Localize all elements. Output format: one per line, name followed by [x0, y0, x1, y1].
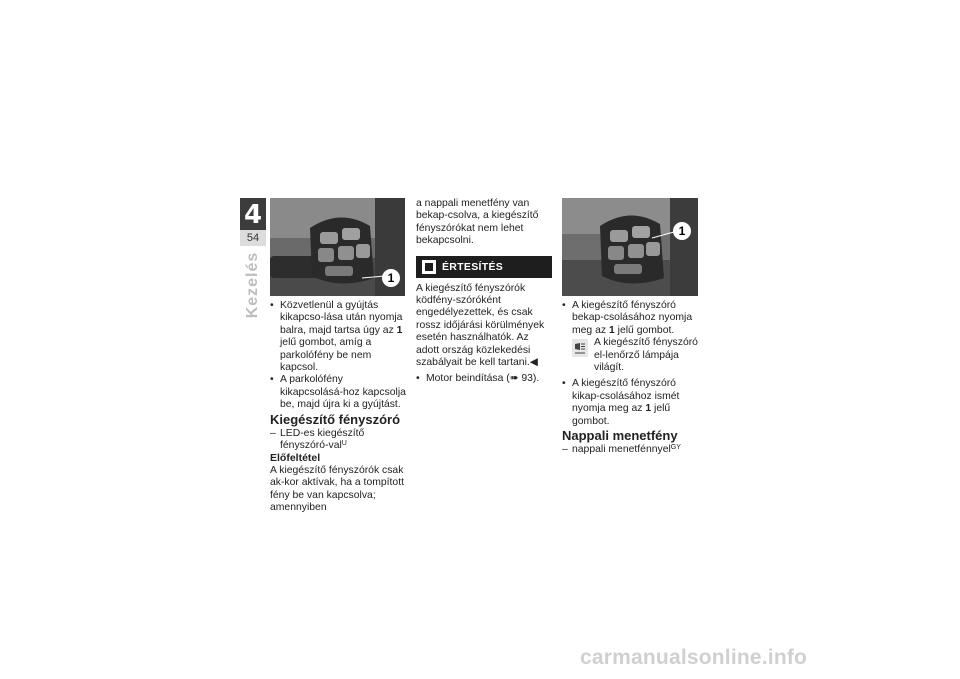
handlebar-switch-illustration: [562, 198, 698, 296]
column-3: [562, 300, 700, 456]
section-heading-aux-light: Kiegészítő fényszóró: [270, 411, 401, 427]
page-number: 54: [240, 230, 266, 246]
page-ref: 93).: [518, 373, 540, 385]
button-ref: 1: [396, 324, 403, 336]
notice-box: [416, 256, 552, 278]
watermark: carmanualsonline.info: [580, 646, 808, 669]
text: LED-es kiegészítő fényszóró-val: [280, 427, 365, 452]
prerequisite-heading: Előfeltétel: [270, 452, 321, 465]
superscript: U: [341, 440, 347, 448]
text: jelű gombot, amíg a parkolófény be nem kapcsol.: [280, 337, 372, 374]
chapter-label-text: Kezelés: [244, 251, 261, 319]
text: nappali menetfénnyel: [572, 444, 671, 456]
prerequisite-continued: a nappali menetfény van bekap-csolva, a kiegészítő fényszórókat nem lehet bekapcsolni.: [416, 198, 539, 247]
notice-icon: [422, 260, 436, 274]
indicator-text: A kiegészítő fényszóró el-lenőrző lámpája világít.: [594, 337, 698, 374]
instruction-parking-light-off: • A parkolófény kikapcsolásá-hoz kapcsolja be, majd újra ki a gyújtást.: [270, 374, 406, 411]
instruction-aux-light-on: [562, 300, 700, 337]
equipment-note: [270, 428, 406, 453]
instruction-parking-light-on: [270, 300, 406, 374]
text: jelű gombot.: [614, 324, 675, 336]
instruction-start-engine: [416, 373, 552, 385]
column-1: [270, 300, 406, 515]
section-heading-daytime-light: Nappali menetfény: [562, 428, 678, 444]
photo-callout-right: 1: [678, 224, 686, 238]
instruction-aux-light-off: [562, 378, 700, 428]
page-ref-arrow-icon: ➠: [509, 373, 519, 385]
button-ref: 1: [608, 324, 615, 336]
chapter-number: 4: [240, 198, 266, 232]
notice-body: A kiegészítő fényszórók ködfény-szóróként engedélyezettek, és csak rossz időjárási körülmények esetén használhatók. Az adott ország közlekedési szabályait be kell tartani.◀: [416, 282, 545, 369]
text: A kiegészítő fényszóró bekap-csolásához nyomja meg az: [572, 300, 693, 336]
handlebar-switch-illustration: [270, 198, 405, 296]
superscript: GY: [670, 444, 681, 452]
chapter-label: [240, 240, 266, 330]
column-2: [416, 198, 552, 386]
notice-title: ÉRTESÍTÉS: [442, 260, 504, 273]
prerequisite-text: A kiegészítő fényszórók csak ak-kor aktívak, ha a tompított fény be van kapcsolva; amennyiben: [270, 464, 404, 514]
text: Közvetlenül a gyújtás kikapcso-lása után nyomja balra, majd tartsa úgy az: [280, 300, 403, 336]
equipment-note: [562, 444, 700, 456]
handlebar-switch-photo-right: [562, 198, 698, 296]
button-ref: 1: [645, 403, 652, 415]
text: Motor beindítása (: [426, 373, 510, 385]
auxiliary-light-indicator-icon: [572, 339, 588, 357]
indicator-note: [572, 337, 700, 374]
photo-callout-left: 1: [387, 271, 395, 285]
text: jelű gombot.: [572, 403, 671, 427]
text: A kiegészítő fényszóró kikap-csolásához ismét nyomja meg az: [572, 378, 680, 415]
handlebar-switch-photo-left: [270, 198, 405, 296]
